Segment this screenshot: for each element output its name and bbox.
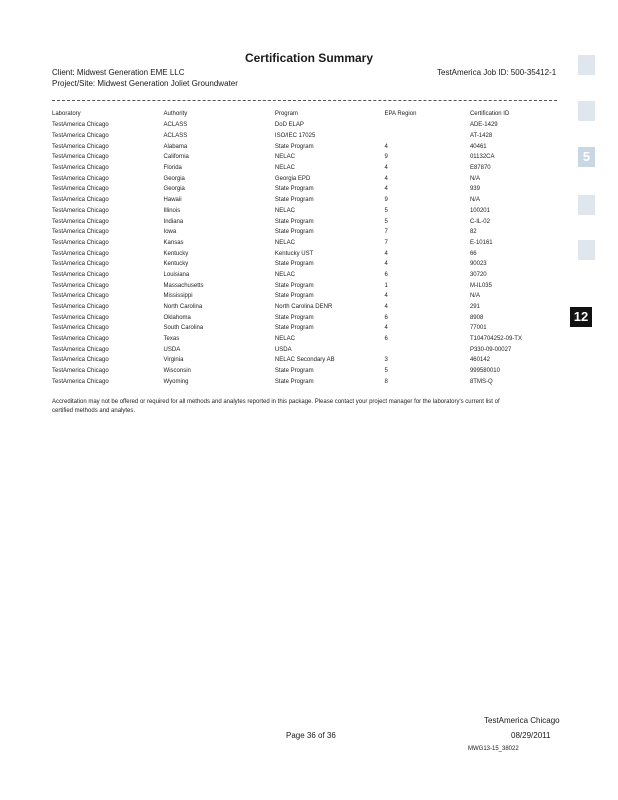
side-tab-faded: [578, 240, 595, 260]
cell-epa-region: 8: [384, 378, 388, 385]
cell-authority: USDA: [163, 346, 181, 353]
cell-certification-id: 90023: [469, 261, 487, 268]
cell-laboratory: TestAmerica Chicago: [52, 143, 109, 150]
cell-laboratory: TestAmerica Chicago: [52, 261, 109, 268]
cell-authority: Virginia: [163, 357, 184, 364]
cell-laboratory: TestAmerica Chicago: [52, 207, 109, 214]
cell-laboratory: TestAmerica Chicago: [52, 175, 109, 182]
side-tab-faded: [578, 195, 595, 215]
cell-certification-id: 999580010: [469, 368, 500, 375]
client-name: Client: Midwest Generation EME LLC: [52, 68, 185, 77]
cell-certification-id: 8908: [469, 314, 484, 321]
cell-epa-region: 4: [384, 250, 388, 257]
cell-epa-region: 4: [384, 143, 388, 150]
cell-certification-id: 460142: [469, 357, 490, 364]
table-row: [52, 131, 522, 142]
cell-epa-region: 4: [384, 165, 388, 172]
side-tab-12[interactable]: 12: [570, 307, 592, 327]
cell-authority: ACLASS: [163, 133, 188, 140]
cell-program: Kentucky UST: [274, 250, 314, 257]
cell-certification-id: 82: [469, 229, 477, 236]
cell-program: NELAC: [274, 154, 295, 161]
cell-epa-region: 5: [384, 368, 388, 375]
cell-certification-id: N/A: [469, 293, 480, 300]
cell-laboratory: TestAmerica Chicago: [52, 271, 109, 278]
table-row: [52, 248, 522, 259]
table-row: [52, 163, 522, 174]
cell-epa-region: 4: [384, 325, 388, 332]
cell-certification-id: E-10161: [469, 239, 493, 246]
page-title: Certification Summary: [244, 51, 374, 65]
cell-authority: Hawaii: [163, 197, 182, 204]
table-row: [52, 366, 522, 377]
cell-program: Georgia EPD: [274, 175, 311, 182]
cell-program: State Program: [274, 293, 314, 300]
cell-authority: Oklahoma: [163, 314, 191, 321]
job-id: TestAmerica Job ID: 500-35412-1: [437, 68, 557, 77]
cell-authority: Wyoming: [163, 378, 189, 385]
cell-epa-region: 4: [384, 304, 388, 311]
cell-program: State Program: [274, 314, 314, 321]
side-tab-5[interactable]: 5: [578, 147, 595, 167]
table-row: [52, 120, 522, 131]
col-authority: Authority: [163, 111, 188, 117]
cell-program: NELAC: [274, 336, 295, 343]
cell-authority: Kentucky: [163, 261, 189, 268]
cell-certification-id: 30720: [469, 271, 487, 278]
cell-authority: ACLASS: [163, 122, 188, 129]
table-row: [52, 195, 522, 206]
cell-laboratory: TestAmerica Chicago: [52, 239, 109, 246]
cell-program: State Program: [274, 261, 314, 268]
cell-authority: Alabama: [163, 143, 188, 150]
col-program: Program: [274, 111, 298, 117]
cell-authority: Massachusetts: [163, 282, 204, 289]
cell-epa-region: [385, 120, 470, 131]
cell-certification-id: AT-1428: [469, 133, 493, 140]
cell-authority: Louisiana: [163, 271, 190, 278]
cell-program: DoD ELAP: [274, 122, 304, 129]
cell-laboratory: TestAmerica Chicago: [52, 293, 109, 300]
col-certification-id: Certification ID: [469, 111, 510, 117]
cell-authority: Texas: [163, 336, 180, 343]
cell-program: State Program: [274, 368, 314, 375]
cell-laboratory: TestAmerica Chicago: [52, 250, 109, 257]
cell-certification-id: 8TMS-Q: [469, 378, 493, 385]
cell-authority: South Carolina: [163, 325, 204, 332]
cell-laboratory: TestAmerica Chicago: [52, 304, 109, 311]
cell-laboratory: TestAmerica Chicago: [52, 325, 109, 332]
col-laboratory: Laboratory: [52, 111, 81, 117]
certification-table: [52, 108, 522, 387]
cell-epa-region: 9: [384, 197, 388, 204]
footer-stamp: MWG13-15_38022: [468, 746, 519, 752]
table-row: [52, 227, 522, 238]
header-divider: [52, 100, 557, 101]
cell-program: State Program: [274, 282, 314, 289]
cell-laboratory: TestAmerica Chicago: [52, 368, 109, 375]
side-tab-faded: [578, 55, 595, 75]
cell-certification-id: 01132CA: [469, 154, 495, 161]
table-row: [52, 344, 522, 355]
cell-authority: Iowa: [163, 229, 177, 236]
table-row: [52, 216, 522, 227]
cell-authority: Mississippi: [163, 293, 193, 300]
cell-authority: Florida: [163, 165, 182, 172]
cell-authority: Kansas: [163, 239, 184, 246]
cell-certification-id: 291: [469, 304, 480, 311]
table-row: [52, 259, 522, 270]
table-row: [52, 334, 522, 345]
cell-certification-id: ADE-1429: [469, 122, 498, 129]
cell-certification-id: C-IL-02: [469, 218, 490, 225]
cell-epa-region: [385, 344, 470, 355]
cell-authority: Illinois: [163, 207, 181, 214]
cell-program: NELAC: [274, 271, 295, 278]
footer-date: 08/29/2011: [511, 731, 551, 740]
cell-laboratory: TestAmerica Chicago: [52, 346, 109, 353]
cell-program: USDA: [274, 346, 292, 353]
cell-certification-id: N/A: [469, 175, 480, 182]
cell-authority: Georgia: [163, 175, 185, 182]
cell-epa-region: 4: [384, 261, 388, 268]
cell-authority: Indiana: [163, 218, 184, 225]
col-epa-region: EPA Region: [384, 111, 417, 117]
table-row: [52, 184, 522, 195]
cell-authority: Wisconsin: [163, 368, 191, 375]
cell-program: State Program: [274, 229, 314, 236]
cell-program: State Program: [274, 218, 314, 225]
cell-epa-region: 6: [384, 336, 388, 343]
cell-program: NELAC: [274, 165, 295, 172]
cell-laboratory: TestAmerica Chicago: [52, 282, 109, 289]
table-body: [52, 120, 522, 387]
table-row: [52, 377, 522, 388]
cell-program: State Program: [274, 325, 314, 332]
cell-laboratory: TestAmerica Chicago: [52, 378, 109, 385]
table-row: [52, 270, 522, 281]
table-row: [52, 302, 522, 313]
cell-laboratory: TestAmerica Chicago: [52, 218, 109, 225]
cell-certification-id: E87870: [469, 165, 491, 172]
table-row: [52, 291, 522, 302]
table-row: [52, 238, 522, 249]
cell-epa-region: 3: [384, 357, 388, 364]
cell-epa-region: 5: [384, 207, 388, 214]
cell-laboratory: TestAmerica Chicago: [52, 357, 109, 364]
cell-certification-id: 939: [469, 186, 480, 193]
cell-program: NELAC: [274, 239, 295, 246]
footer-page: Page 36 of 36: [286, 731, 336, 740]
cell-authority: North Carolina: [163, 304, 203, 311]
accreditation-note: Accreditation may not be offered or required for all methods and analytes reported in this package. Please contact your project manager for the laboratory's current list of certified methods and analytes.: [52, 399, 500, 414]
cell-epa-region: 6: [384, 271, 388, 278]
cell-epa-region: 9: [384, 154, 388, 161]
table-row: [52, 141, 522, 152]
cell-program: State Program: [274, 186, 314, 193]
cell-laboratory: TestAmerica Chicago: [52, 186, 109, 193]
cell-certification-id: 40461: [469, 143, 487, 150]
cell-laboratory: TestAmerica Chicago: [52, 165, 109, 172]
cell-laboratory: TestAmerica Chicago: [52, 197, 109, 204]
cell-certification-id: N/A: [469, 197, 480, 204]
cell-epa-region: 4: [384, 293, 388, 300]
cell-laboratory: TestAmerica Chicago: [52, 229, 109, 236]
cell-epa-region: 4: [384, 186, 388, 193]
cell-epa-region: 6: [384, 314, 388, 321]
cell-certification-id: 77001: [469, 325, 487, 332]
cell-laboratory: TestAmerica Chicago: [52, 336, 109, 343]
cell-laboratory: TestAmerica Chicago: [52, 154, 109, 161]
cell-laboratory: TestAmerica Chicago: [52, 133, 109, 140]
cell-certification-id: M-IL035: [469, 282, 492, 289]
table-row: [52, 206, 522, 217]
cell-program: State Program: [274, 197, 314, 204]
cell-program: ISO/IEC 17025: [274, 133, 316, 140]
cell-program: NELAC: [274, 207, 295, 214]
table-header-row: [52, 108, 522, 120]
cell-certification-id: 66: [469, 250, 477, 257]
cell-authority: California: [163, 154, 189, 161]
cell-program: State Program: [274, 143, 314, 150]
table-row: [52, 173, 522, 184]
cell-laboratory: TestAmerica Chicago: [52, 122, 109, 129]
cell-program: NELAC Secondary AB: [274, 357, 335, 364]
cell-certification-id: 100201: [469, 207, 490, 214]
table-row: [52, 152, 522, 163]
cell-epa-region: 1: [384, 282, 388, 289]
cell-certification-id: P330-09-00027: [469, 346, 512, 353]
table-row: [52, 280, 522, 291]
cell-authority: Kentucky: [163, 250, 189, 257]
cell-epa-region: [385, 131, 470, 142]
cell-epa-region: 7: [384, 229, 388, 236]
side-tab-faded: [578, 101, 595, 121]
cell-epa-region: 4: [384, 175, 388, 182]
table-row: [52, 323, 522, 334]
cell-program: State Program: [274, 378, 314, 385]
cell-laboratory: TestAmerica Chicago: [52, 314, 109, 321]
table-row: [52, 355, 522, 366]
cell-certification-id: T104704252-09-TX: [469, 336, 522, 343]
table-row: [52, 312, 522, 323]
cell-epa-region: 5: [384, 218, 388, 225]
cell-authority: Georgia: [163, 186, 185, 193]
project-site: Project/Site: Midwest Generation Joliet Groundwater: [52, 79, 238, 88]
cell-epa-region: 7: [384, 239, 388, 246]
footer-lab: TestAmerica Chicago: [484, 716, 560, 725]
cell-program: North Carolina DENR: [274, 304, 333, 311]
